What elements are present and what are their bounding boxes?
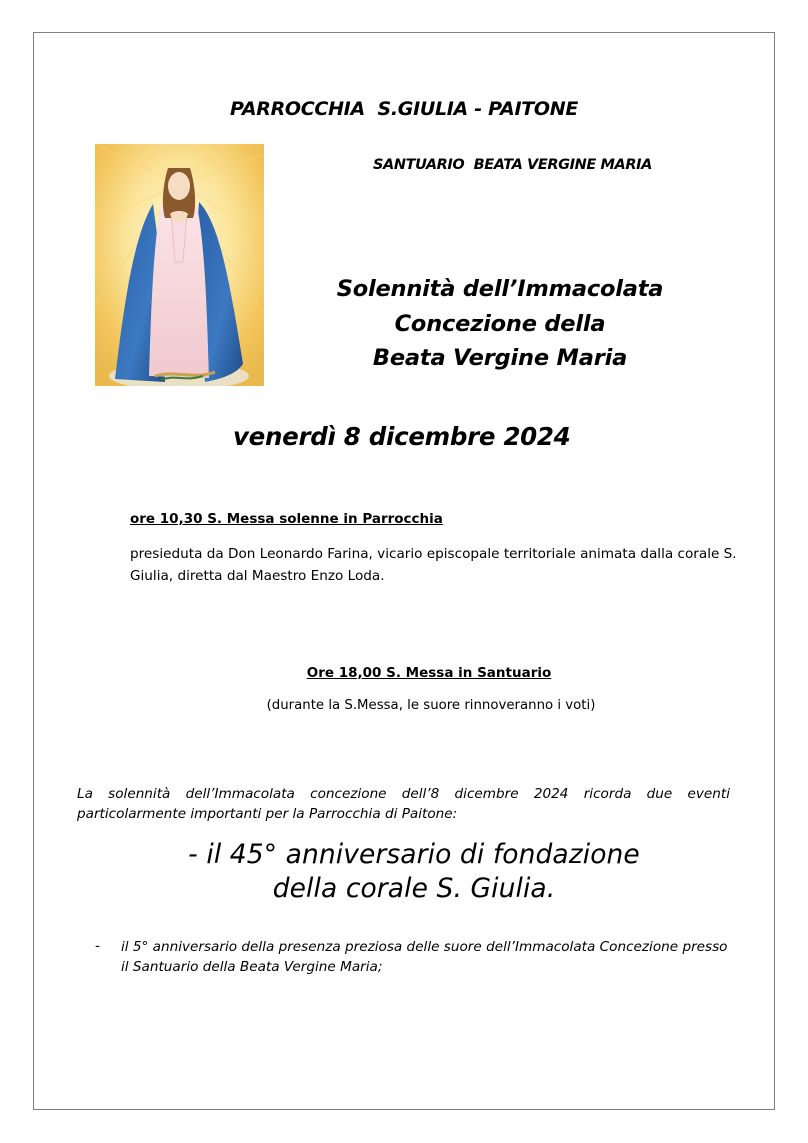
list-bullet: - (95, 938, 100, 954)
sanctuary-heading: SANTUARIO BEATA VERGINE MARIA (373, 157, 652, 173)
morning-mass-title: ore 10,30 S. Messa solenne in Parrocchia (130, 511, 443, 527)
madonna-immacolata-picture (95, 144, 264, 386)
solemnity-line-3: Beata Vergine Maria (372, 345, 628, 371)
choir-anniversary (0, 838, 808, 906)
evening-mass-note: (durante la S.Messa, le suore rinnoveranno i voti) (266, 698, 596, 713)
solemnity-line-1: Solennità dell’Immacolata (336, 276, 664, 302)
parish-heading: PARROCCHIA S.GIULIA - PAITONE (229, 98, 579, 120)
madonna-illustration (95, 144, 264, 386)
solemnity-title (290, 272, 710, 376)
choir-anniversary-line-1: - il 45° anniversario di fondazione (188, 839, 640, 870)
sisters-anniversary: il 5° anniversario della presenza preziosa delle suore dell’Immacolata Concezione presso il Santuario della Beata Vergine Maria; (121, 939, 728, 975)
event-date: venerdì 8 dicembre 2024 (233, 422, 571, 451)
evening-mass-title: Ore 18,00 S. Messa in Santuario (306, 665, 552, 681)
solemnity-line-2: Concezione della (394, 310, 606, 337)
intro-paragraph: La solennità dell’Immacolata concezione dell’8 dicembre 2024 ricorda due eventi particolarmente importanti per la Parrocchia di Paitone: (77, 786, 730, 822)
choir-anniversary-line-2: della corale S. Giulia. (272, 873, 556, 904)
morning-mass-description: presieduta da Don Leonardo Farina, vicario episcopale territoriale animata dalla corale S. Giulia, diretta dal Maestro Enzo Loda. (130, 546, 737, 584)
